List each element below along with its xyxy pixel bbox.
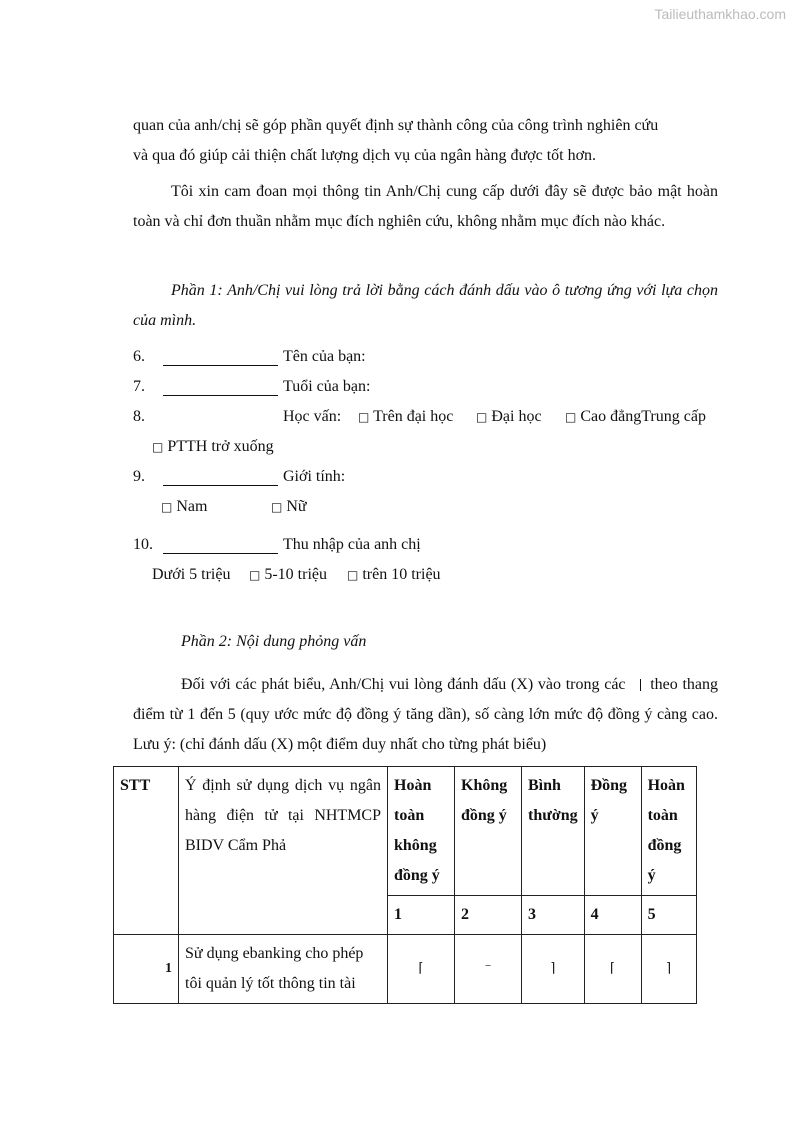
q10-option-under5: Dưới 5 triệu [152,566,231,583]
header-stt: STT [114,767,179,935]
q8-option-university[interactable] [476,408,542,426]
checkbox-icon[interactable]: □ [476,410,488,424]
q10-option-5to10-label: 5-10 triệu [264,566,327,583]
q9-answer-line[interactable] [163,471,278,486]
header-scale-3: Bình thường [522,767,585,896]
q8-option-postgrad[interactable] [358,408,453,426]
q9-option-male[interactable] [161,498,207,516]
q6-answer-line[interactable] [163,351,278,366]
header-scale-1: Hoàn toàn không đồng ý [388,767,455,896]
q10-answer-line[interactable] [163,539,278,554]
q9-option-female[interactable] [271,498,307,516]
q10-option-over10[interactable] [347,566,441,584]
instr-theo: theo [650,676,678,693]
q7-label: Tuổi của bạn: [283,378,371,395]
checkbox-icon[interactable]: □ [271,500,283,514]
checkbox-icon[interactable]: □ [358,410,370,424]
q6-label: Tên của bạn: [283,348,366,365]
part1-heading [133,276,718,336]
scale-5: 5 [641,896,696,935]
scale-3: 3 [522,896,585,935]
q8-option-college-label: Cao đẳngTrung cấp [580,408,706,425]
scale-1: 1 [388,896,455,935]
q10-number: 10. [133,536,153,553]
q8-option-college[interactable] [565,408,706,426]
q8-option-postgrad-label: Trên đại học [373,408,454,425]
row-answer-4[interactable]: ⌈ [584,935,641,1004]
q9-option-female-label: Nữ [286,498,307,515]
q9-label: Giới tính: [283,468,346,485]
q9-number: 9. [133,468,145,485]
checkbox-icon[interactable]: □ [565,410,577,424]
scale-4: 4 [584,896,641,935]
instr-rest: thang điểm từ 1 đến 5 (quy ước mức độ đồng ý tăng dần), số càng lớn mức độ đồng ý càng cao. Lưu ý: (chỉ đánh dấu (X) một điểm duy nhất cho từng phát biểu) [133,676,719,753]
row-answer-3[interactable]: ⌉ [522,935,585,1004]
question-6 [133,348,145,366]
scale-2: 2 [455,896,522,935]
part2-heading: Phần 2: Nội dung phỏng vấn [181,633,367,650]
header-item: Ý định sử dụng dịch vụ ngân hàng điện tử tại NHTMCP BIDV Cẩm Phả [179,767,388,935]
intro-paragraph [133,111,718,171]
checkbox-icon[interactable]: □ [161,500,173,514]
table-header-row [114,767,697,896]
q7-number: 7. [133,378,145,395]
q8-number: 8. [133,408,145,425]
confidentiality-paragraph [133,177,718,237]
q8-option-highschool-label: PTTH trở xuống [167,438,274,455]
q8-label: Học vấn: [283,408,342,425]
part2-instructions [133,670,718,760]
q10-option-over10-label: trên 10 triệu [362,566,441,583]
checkbox-icon[interactable]: □ [249,568,261,582]
row-answer-5[interactable]: ⌉ [641,935,696,1004]
row-answer-1[interactable]: ⌈ [388,935,455,1004]
row-answer-2[interactable]: ⁻ [455,935,522,1004]
cursor-mark [640,679,641,691]
intro-line-2: và qua đó giúp cải thiện chất lượng dịch vụ của ngân hàng được tốt hơn. [133,147,597,164]
intro-line-1: quan của anh/chị sẽ góp phần quyết định sự thành công của công trình nghiên cứu [133,117,659,134]
q10-option-5to10[interactable] [249,566,327,584]
part1-heading-text: Phần 1: Anh/Chị vui lòng trả lời bằng cách đánh dấu vào ô tương ứng với lựa chọn của mình. [133,282,718,329]
q7-answer-line[interactable] [163,381,278,396]
q9-option-male-label: Nam [176,498,208,515]
q6-number: 6. [133,348,145,365]
confidentiality-text: Tôi xin cam đoan mọi thông tin Anh/Chị cung cấp dưới đây sẽ được bảo mật hoàn toàn và chỉ đơn thuần nhằm mục đích nghiên cứu, không nhằm mục đích nào khác. [133,183,718,230]
header-scale-2: Không đồng ý [455,767,522,896]
checkbox-icon[interactable]: □ [347,568,359,582]
row-statement: Sử dụng ebanking cho phép tôi quản lý tốt thông tin tài [179,935,388,1004]
instr-line-1: Đối với các phát biểu, Anh/Chị vui lòng đánh dấu (X) vào trong các [181,676,626,693]
header-scale-4: Đồng ý [584,767,641,896]
part2-instructions-text [133,670,718,760]
q8-option-highschool[interactable] [152,438,274,456]
survey-table [113,766,697,1004]
checkbox-icon[interactable]: □ [152,440,164,454]
header-scale-5: Hoàn toàn đồng ý [641,767,696,896]
watermark: Tailieuthamkhao.com [654,6,786,22]
row-number: 1 [114,935,179,1004]
table-row [114,935,697,1004]
q10-label: Thu nhập của anh chị [283,536,421,553]
q8-option-university-label: Đại học [491,408,542,425]
